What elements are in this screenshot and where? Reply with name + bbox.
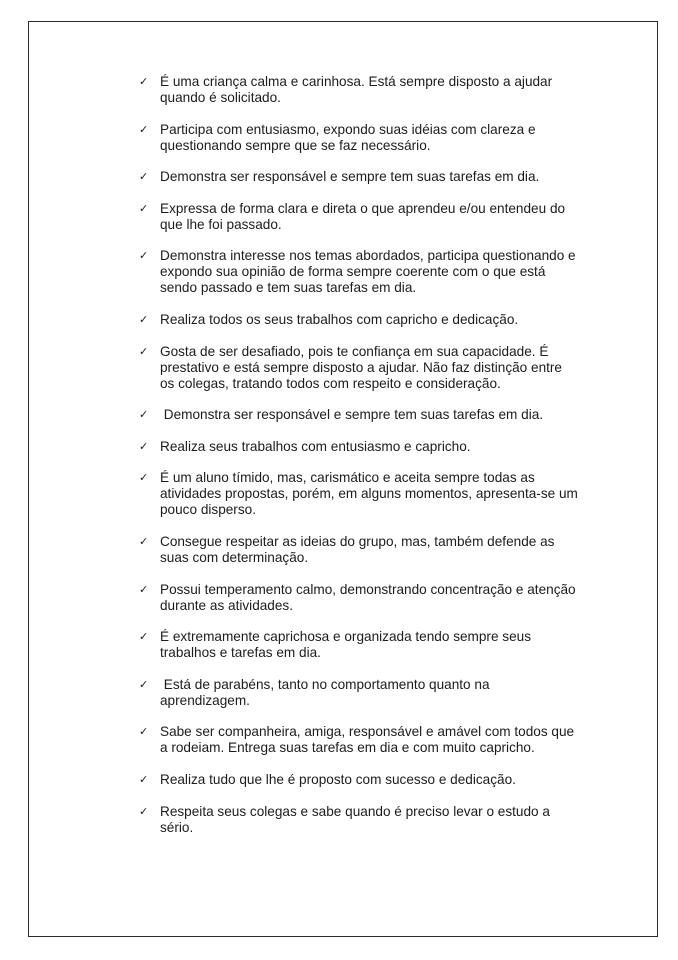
list-item-text: Respeita seus colegas e sabe quando é preciso levar o estudo a sério. bbox=[160, 803, 550, 835]
checkmark-icon: ✓ bbox=[139, 804, 149, 818]
checkmark-icon: ✓ bbox=[139, 471, 149, 485]
checkmark-icon: ✓ bbox=[139, 170, 149, 184]
list-item-text: Expressa de forma clara e direta o que aprendeu e/ou entendeu do que lhe foi passado. bbox=[160, 200, 566, 232]
checkmark-icon: ✓ bbox=[139, 772, 149, 786]
list-item bbox=[139, 772, 609, 788]
list-item-text: É um aluno tímido, mas, carismático e aceita sempre todas as atividades propostas, porém, em alguns momentos, apresenta-se um pouco disperso. bbox=[160, 470, 578, 518]
list-item-text: Participa com entusiasmo, expondo suas idéias com clareza e questionando sempre que se faz necessário. bbox=[160, 121, 536, 153]
list-item bbox=[139, 74, 609, 106]
list-item bbox=[139, 804, 609, 836]
checkmark-icon: ✓ bbox=[139, 725, 149, 739]
document-page bbox=[28, 21, 658, 937]
list-item-text: Possui temperamento calmo, demonstrando concentração e atenção durante as atividades. bbox=[160, 581, 576, 613]
checkmark-icon: ✓ bbox=[139, 630, 149, 644]
list-item bbox=[139, 677, 609, 709]
comment-list bbox=[139, 74, 609, 851]
checkmark-icon: ✓ bbox=[139, 408, 149, 422]
list-item-text: Demonstra interesse nos temas abordados, participa questionando e expondo sua opinião de forma sempre coerente com o que está sendo passado e tem suas tarefas em dia. bbox=[160, 248, 576, 296]
list-item bbox=[139, 122, 609, 154]
list-item bbox=[139, 169, 609, 185]
list-item-text: Gosta de ser desafiado, pois te confiança em sua capacidade. É prestativo e está sempre disposto a ajudar. Não faz distinção entre os colegas, tratando todos com respeito e consideração. bbox=[160, 343, 562, 391]
list-item bbox=[139, 470, 609, 518]
checkmark-icon: ✓ bbox=[139, 582, 149, 596]
checkmark-icon: ✓ bbox=[139, 249, 149, 263]
list-item bbox=[139, 248, 609, 296]
checkmark-icon: ✓ bbox=[139, 344, 149, 358]
list-item bbox=[139, 312, 609, 328]
checkmark-icon: ✓ bbox=[139, 534, 149, 548]
checkmark-icon: ✓ bbox=[139, 677, 149, 691]
list-item bbox=[139, 629, 609, 661]
list-item-text: Realiza tudo que lhe é proposto com sucesso e dedicação. bbox=[160, 771, 516, 787]
list-item-text: Demonstra ser responsável e sempre tem suas tarefas em dia. bbox=[160, 169, 540, 185]
checkmark-icon: ✓ bbox=[139, 201, 149, 215]
list-item bbox=[139, 201, 609, 233]
checkmark-icon: ✓ bbox=[139, 312, 149, 326]
list-item-text: Está de parabéns, tanto no comportamento quanto na aprendizagem. bbox=[160, 676, 490, 708]
list-item bbox=[139, 724, 609, 756]
list-item-text: É uma criança calma e carinhosa. Está sempre disposto a ajudar quando é solicitado. bbox=[160, 74, 553, 105]
list-item-text: Demonstra ser responsável e sempre tem suas tarefas em dia. bbox=[160, 407, 544, 423]
checkmark-icon: ✓ bbox=[139, 122, 149, 136]
list-item-text: Sabe ser companheira, amiga, responsável e amável com todos que a rodeiam. Entrega suas tarefas em dia e com muito capricho. bbox=[160, 724, 575, 756]
list-item-text: Realiza seus trabalhos com entusiasmo e capricho. bbox=[160, 438, 471, 454]
checkmark-icon: ✓ bbox=[139, 75, 149, 88]
list-item bbox=[139, 582, 609, 614]
list-item bbox=[139, 344, 609, 392]
list-item bbox=[139, 439, 609, 455]
list-item-text: Realiza todos os seus trabalhos com capricho e dedicação. bbox=[160, 311, 519, 327]
list-item bbox=[139, 407, 609, 423]
list-item-text: É extremamente caprichosa e organizada tendo sempre seus trabalhos e tarefas em dia. bbox=[160, 629, 532, 661]
list-item bbox=[139, 534, 609, 566]
checkmark-icon: ✓ bbox=[139, 439, 149, 453]
list-item-text: Consegue respeitar as ideias do grupo, mas, também defende as suas com determinação. bbox=[160, 533, 555, 565]
